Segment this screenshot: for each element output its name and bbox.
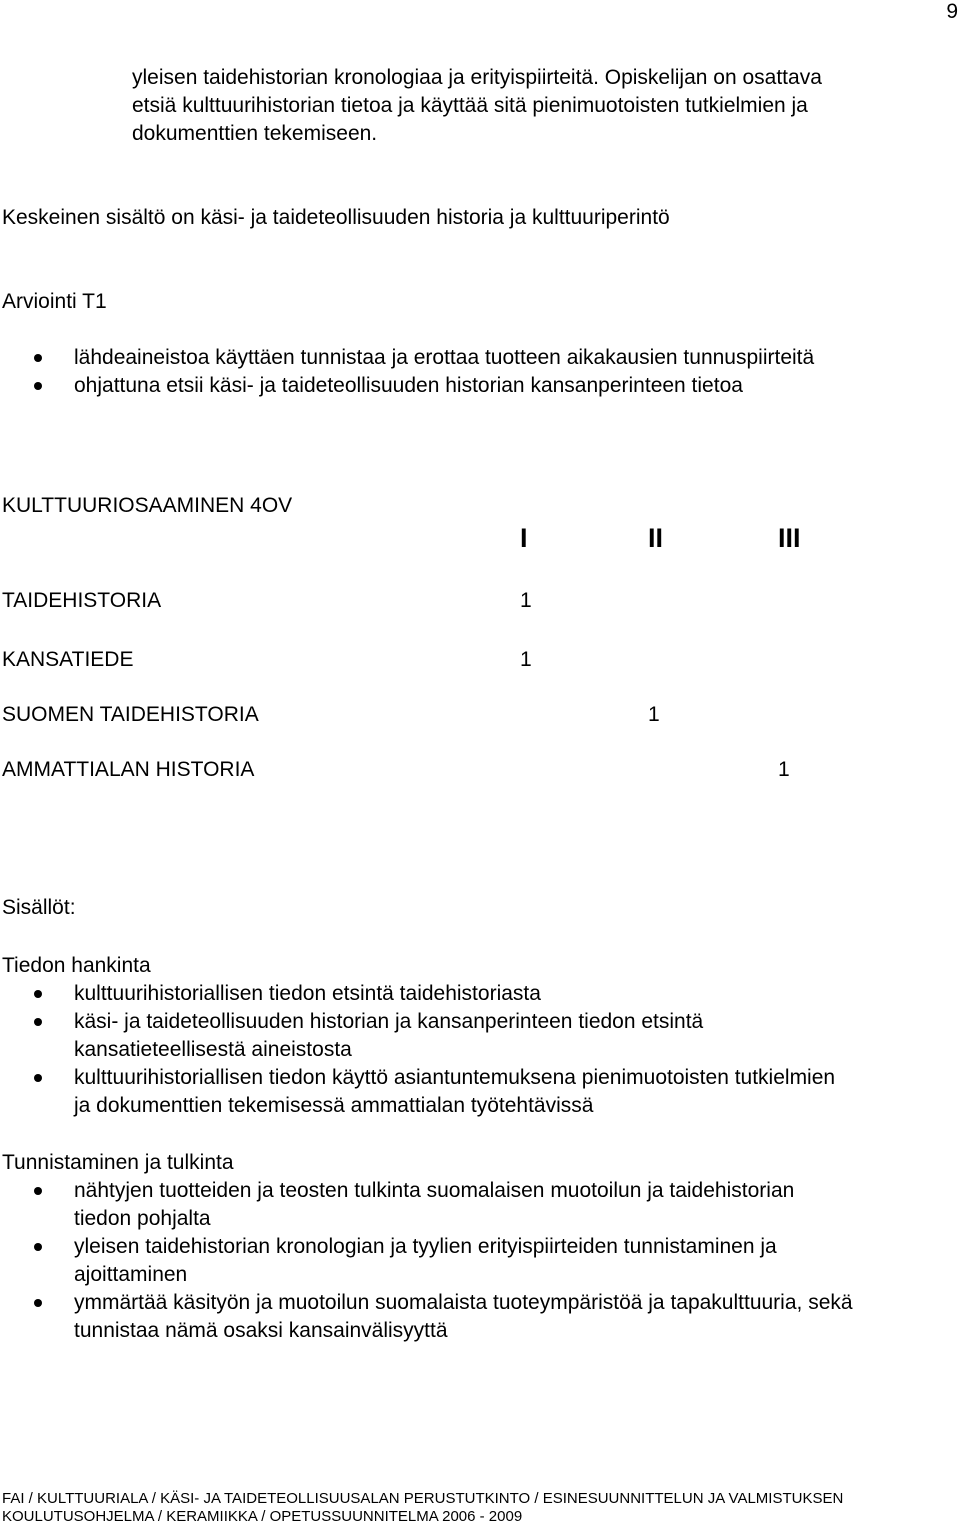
section-item <box>34 1064 835 1120</box>
section-item <box>34 1177 853 1233</box>
section-item-line: ajoittaminen <box>74 1263 188 1286</box>
course-row <box>2 701 822 729</box>
section-item <box>34 980 835 1008</box>
intro-line: etsiä kulttuurihistorian tietoa ja käyttää sitä pienimuotoisten tutkielmien ja <box>132 94 808 117</box>
section-item-line: yleisen taidehistorian kronologian ja tyylien erityispiirteiden tunnistaminen ja <box>74 1235 777 1258</box>
course-credit: 1 <box>778 758 790 781</box>
footer-line: FAI / KULTTUURIALA / KÄSI- JA TAIDETEOLLISUUSALAN PERUSTUTKINTO / ESINESUUNNITTELUN JA VALMISTUKSEN <box>2 1490 844 1507</box>
course-name: SUOMEN TAIDEHISTORIA <box>2 703 259 726</box>
section-item-line: kansatieteellisestä aineistosta <box>74 1038 352 1061</box>
contents-heading: Sisällöt: <box>2 896 76 919</box>
core-content-text: Keskeinen sisältö on käsi- ja taideteollisuuden historia ja kulttuuriperintö <box>2 206 670 229</box>
column-header-ii: II <box>648 523 664 553</box>
section-item <box>34 1008 835 1064</box>
footer-line: KOULUTUSOHJELMA / KERAMIIKKA / OPETUSSUUNNITELMA 2006 - 2009 <box>2 1508 523 1525</box>
assessment-heading: Arviointi T1 <box>2 290 107 313</box>
section-list <box>34 980 835 1120</box>
course-name: KANSATIEDE <box>2 648 134 671</box>
section-item-line: kulttuurihistoriallisen tiedon käyttö asiantuntemuksena pienimuotoisten tutkielmien <box>74 1066 836 1089</box>
column-header-iii: III <box>778 523 801 553</box>
assessment-item: lähdeaineistoa käyttäen tunnistaa ja erottaa tuotteen aikakausien tunnuspiirteitä <box>34 344 814 372</box>
course-table <box>2 523 822 790</box>
intro-line: dokumenttien tekemiseen. <box>132 122 378 145</box>
course-row <box>2 646 822 674</box>
course-credit: 1 <box>520 589 532 612</box>
assessment-list <box>34 344 814 400</box>
course-row <box>2 756 822 784</box>
section-list <box>34 1177 853 1345</box>
column-header-i: I <box>520 523 528 553</box>
section-item-line: tiedon pohjalta <box>74 1207 211 1230</box>
section-item-line: nähtyjen tuotteiden ja teosten tulkinta suomalaisen muotoilun ja taidehistorian <box>74 1179 795 1202</box>
intro-line: yleisen taidehistorian kronologiaa ja erityispiirteitä. Opiskelijan on osattava <box>132 66 822 89</box>
section-item-line: tunnistaa nämä osaksi kansainvälisyyttä <box>74 1319 448 1342</box>
section-item-line: ja dokumenttien tekemisessä ammattialan työtehtävissä <box>74 1094 594 1117</box>
section-title: Tiedon hankinta <box>2 954 151 977</box>
page-footer <box>2 1490 843 1526</box>
course-row <box>2 587 822 615</box>
section-item <box>34 1289 853 1345</box>
assessment-item: ohjattuna etsii käsi- ja taideteollisuuden historian kansanperinteen tietoa <box>34 372 814 400</box>
course-credit: 1 <box>520 648 532 671</box>
section-item-line: käsi- ja taideteollisuuden historian ja kansanperinteen tiedon etsintä <box>74 1010 704 1033</box>
course-name: AMMATTIALAN HISTORIA <box>2 758 255 781</box>
section-item-line: kulttuurihistoriallisen tiedon etsintä taidehistoriasta <box>74 982 541 1005</box>
page-number: 9 <box>946 0 958 23</box>
intro-paragraph <box>132 64 822 148</box>
section-title: Tunnistaminen ja tulkinta <box>2 1151 234 1174</box>
course-credit: 1 <box>648 703 660 726</box>
course-name: TAIDEHISTORIA <box>2 589 162 612</box>
section-item <box>34 1233 853 1289</box>
section-item-line: ymmärtää käsityön ja muotoilun suomalaista tuoteympäristöä ja tapakulttuuria, sekä <box>74 1291 853 1314</box>
module-title: KULTTUURIOSAAMINEN 4OV <box>2 494 293 517</box>
